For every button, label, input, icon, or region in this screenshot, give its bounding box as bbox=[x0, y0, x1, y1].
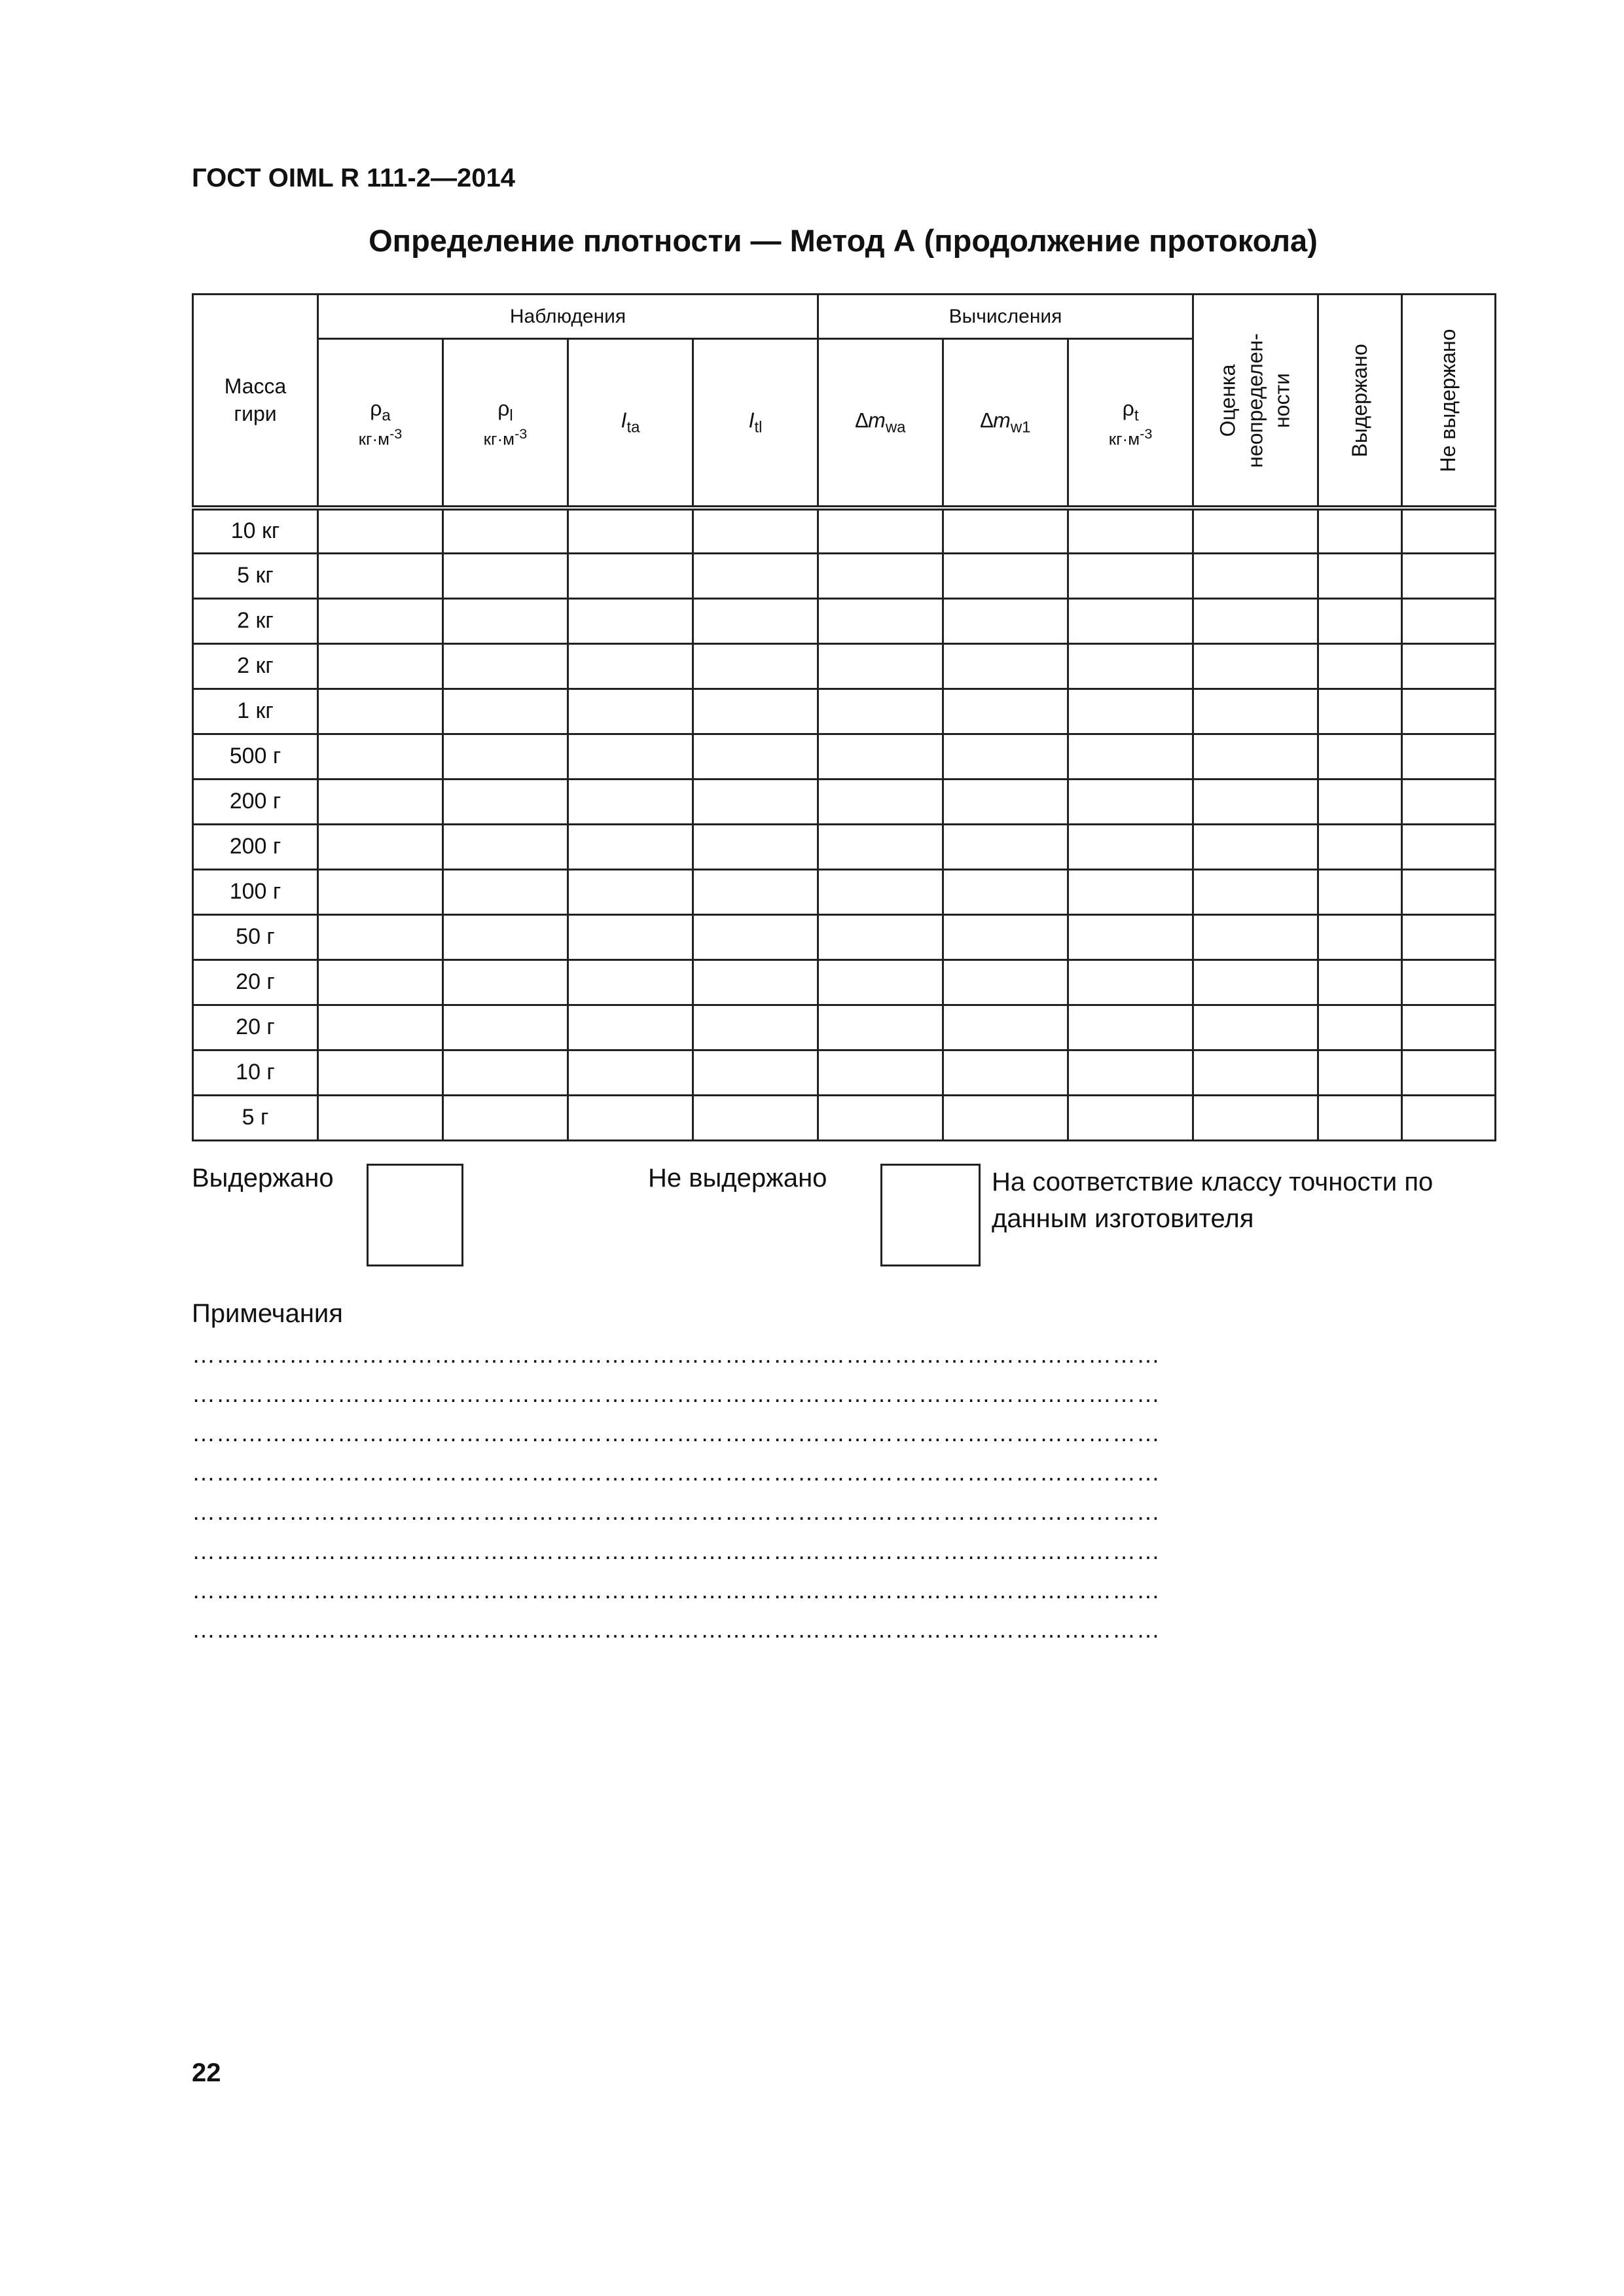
table-cell[interactable] bbox=[1402, 824, 1496, 869]
not-passed-checkbox[interactable] bbox=[880, 1164, 981, 1266]
uncertainty-header-line3: ности bbox=[1270, 372, 1294, 428]
notes-line[interactable]: ………………………………………………………………………………………………………… bbox=[192, 1537, 1161, 1564]
table-cell[interactable] bbox=[1402, 1050, 1496, 1095]
notes-line[interactable]: ………………………………………………………………………………………………………… bbox=[192, 1420, 1161, 1446]
table-cell[interactable] bbox=[1318, 508, 1402, 553]
table-cell[interactable] bbox=[943, 824, 1068, 869]
table-cell[interactable] bbox=[693, 598, 818, 643]
table-cell[interactable] bbox=[568, 1050, 693, 1095]
rho-a-column-header: $\rho_a$ $кг\cdot м^{-3}$ bbox=[318, 339, 443, 508]
table-cell[interactable] bbox=[1193, 1095, 1318, 1140]
table-cell[interactable] bbox=[1193, 643, 1318, 689]
table-row bbox=[193, 1005, 1496, 1050]
passed-header-text: Выдержано bbox=[1347, 343, 1371, 457]
table-cell[interactable] bbox=[1402, 598, 1496, 643]
table-cell[interactable] bbox=[318, 734, 443, 779]
passed-column-header bbox=[1318, 295, 1402, 509]
table-cell[interactable] bbox=[318, 689, 443, 734]
not-passed-header-text: Не выдержано bbox=[1436, 329, 1460, 472]
uncertainty-column-header bbox=[1193, 295, 1318, 509]
table-cell[interactable] bbox=[318, 508, 443, 553]
table-cell[interactable] bbox=[318, 869, 443, 914]
page-number: 22 bbox=[192, 2058, 221, 2087]
table-cell[interactable] bbox=[693, 824, 818, 869]
table-cell[interactable] bbox=[1068, 824, 1193, 869]
table-cell[interactable] bbox=[818, 598, 943, 643]
mass-row-label: 5 кг bbox=[193, 553, 318, 598]
table-cell[interactable] bbox=[1318, 960, 1402, 1005]
table-cell[interactable] bbox=[818, 508, 943, 553]
table-cell[interactable] bbox=[443, 689, 568, 734]
table-cell[interactable] bbox=[1068, 689, 1193, 734]
table-cell[interactable] bbox=[693, 960, 818, 1005]
table-cell[interactable] bbox=[568, 1005, 693, 1050]
table-cell[interactable] bbox=[943, 914, 1068, 960]
table-cell[interactable] bbox=[443, 734, 568, 779]
table-cell[interactable] bbox=[1068, 914, 1193, 960]
table-cell[interactable] bbox=[943, 1095, 1068, 1140]
table-cell[interactable] bbox=[943, 734, 1068, 779]
table-cell[interactable] bbox=[943, 779, 1068, 824]
mass-row-label: 10 кг bbox=[193, 508, 318, 553]
mass-row-label: 100 г bbox=[193, 869, 318, 914]
table-row bbox=[193, 734, 1496, 779]
table-cell[interactable] bbox=[943, 1050, 1068, 1095]
table-cell[interactable] bbox=[443, 508, 568, 553]
table-cell[interactable] bbox=[443, 553, 568, 598]
table-cell[interactable] bbox=[318, 1095, 443, 1140]
table-cell[interactable] bbox=[1193, 598, 1318, 643]
table-cell[interactable] bbox=[818, 1005, 943, 1050]
table-body bbox=[193, 508, 1496, 1140]
table-cell[interactable] bbox=[818, 1050, 943, 1095]
table-cell[interactable] bbox=[1068, 598, 1193, 643]
table-cell[interactable] bbox=[568, 869, 693, 914]
notes-label: Примечания bbox=[192, 1299, 343, 1328]
table-cell[interactable] bbox=[1193, 914, 1318, 960]
table-cell[interactable] bbox=[1318, 643, 1402, 689]
table-cell[interactable] bbox=[443, 869, 568, 914]
table-cell[interactable] bbox=[818, 689, 943, 734]
table-cell[interactable] bbox=[1068, 869, 1193, 914]
mass-row-label: 20 г bbox=[193, 1005, 318, 1050]
table-cell[interactable] bbox=[1068, 779, 1193, 824]
table-cell[interactable] bbox=[943, 643, 1068, 689]
table-cell[interactable] bbox=[443, 643, 568, 689]
table-cell[interactable] bbox=[318, 779, 443, 824]
table-cell[interactable] bbox=[1318, 689, 1402, 734]
table-cell[interactable] bbox=[943, 598, 1068, 643]
table-cell[interactable] bbox=[443, 1095, 568, 1140]
table-cell[interactable] bbox=[1402, 869, 1496, 914]
table-cell[interactable] bbox=[1318, 869, 1402, 914]
table-cell[interactable] bbox=[1193, 553, 1318, 598]
table-cell[interactable] bbox=[1402, 1095, 1496, 1140]
mass-row-label: 200 г bbox=[193, 824, 318, 869]
table-cell[interactable] bbox=[693, 643, 818, 689]
notes-line[interactable]: ………………………………………………………………………………………………………… bbox=[192, 1616, 1161, 1643]
table-cell[interactable] bbox=[568, 1095, 693, 1140]
table-cell[interactable] bbox=[568, 553, 693, 598]
table-cell[interactable] bbox=[568, 734, 693, 779]
table-cell[interactable] bbox=[1193, 779, 1318, 824]
table-cell[interactable] bbox=[443, 1050, 568, 1095]
table-cell[interactable] bbox=[1193, 960, 1318, 1005]
table-cell[interactable] bbox=[1402, 779, 1496, 824]
table-cell[interactable] bbox=[318, 960, 443, 1005]
notes-line[interactable]: ………………………………………………………………………………………………………… bbox=[192, 1498, 1161, 1525]
table-cell[interactable] bbox=[1193, 689, 1318, 734]
mass-column-header bbox=[193, 295, 318, 509]
table-cell[interactable] bbox=[568, 508, 693, 553]
table-row bbox=[193, 1095, 1496, 1140]
table-cell[interactable] bbox=[1193, 734, 1318, 779]
table-cell[interactable] bbox=[818, 779, 943, 824]
table-cell[interactable] bbox=[318, 643, 443, 689]
not-passed-label: Не выдержано bbox=[648, 1164, 827, 1193]
passed-checkbox[interactable] bbox=[367, 1164, 463, 1266]
table-cell[interactable] bbox=[443, 960, 568, 1005]
table-row bbox=[193, 1050, 1496, 1095]
table-cell[interactable] bbox=[443, 598, 568, 643]
protocol-table bbox=[192, 293, 1496, 1141]
table-cell[interactable] bbox=[568, 598, 693, 643]
page-title: Определение плотности — Метод А (продолжение протокола) bbox=[369, 223, 1318, 258]
table-row bbox=[193, 869, 1496, 914]
table-cell[interactable] bbox=[1068, 734, 1193, 779]
table-cell[interactable] bbox=[1193, 869, 1318, 914]
table-cell[interactable] bbox=[1402, 643, 1496, 689]
table-cell[interactable] bbox=[1068, 553, 1193, 598]
table-row bbox=[193, 553, 1496, 598]
table-cell[interactable] bbox=[1318, 779, 1402, 824]
table-cell[interactable] bbox=[318, 1005, 443, 1050]
table-cell[interactable] bbox=[943, 508, 1068, 553]
table-cell[interactable] bbox=[693, 869, 818, 914]
mass-row-label: 200 г bbox=[193, 779, 318, 824]
table-row bbox=[193, 689, 1496, 734]
table-cell[interactable] bbox=[318, 553, 443, 598]
table-cell[interactable] bbox=[818, 869, 943, 914]
table-row bbox=[193, 960, 1496, 1005]
table-cell[interactable] bbox=[1193, 1050, 1318, 1095]
table-row bbox=[193, 914, 1496, 960]
table-cell[interactable] bbox=[1318, 598, 1402, 643]
table-cell[interactable] bbox=[443, 1005, 568, 1050]
mass-row-label: 20 г bbox=[193, 960, 318, 1005]
table-cell[interactable] bbox=[818, 824, 943, 869]
table-row bbox=[193, 508, 1496, 553]
table-cell[interactable] bbox=[1402, 508, 1496, 553]
passed-label: Выдержано bbox=[192, 1164, 334, 1193]
mass-row-label: 50 г bbox=[193, 914, 318, 960]
table-cell[interactable] bbox=[1402, 553, 1496, 598]
table-cell[interactable] bbox=[318, 598, 443, 643]
table-cell[interactable] bbox=[818, 914, 943, 960]
table-cell[interactable] bbox=[318, 914, 443, 960]
table-cell[interactable] bbox=[568, 914, 693, 960]
table-cell[interactable] bbox=[818, 734, 943, 779]
table-cell[interactable] bbox=[1068, 1005, 1193, 1050]
table-cell[interactable] bbox=[1402, 734, 1496, 779]
table-cell[interactable] bbox=[1318, 734, 1402, 779]
table-cell[interactable] bbox=[568, 960, 693, 1005]
delta-m-wa-column-header: $\Delta m_{wa}$ bbox=[818, 339, 943, 508]
mass-header-line2: гири bbox=[234, 401, 277, 425]
table-cell[interactable] bbox=[693, 689, 818, 734]
table-cell[interactable] bbox=[693, 1005, 818, 1050]
notes-lines bbox=[192, 1335, 1494, 1649]
table-cell[interactable] bbox=[318, 824, 443, 869]
table-cell[interactable] bbox=[818, 960, 943, 1005]
table-cell[interactable] bbox=[693, 1095, 818, 1140]
table-row bbox=[193, 824, 1496, 869]
table-cell[interactable] bbox=[568, 643, 693, 689]
table-cell[interactable] bbox=[568, 824, 693, 869]
table-cell[interactable] bbox=[443, 824, 568, 869]
table-cell[interactable] bbox=[943, 689, 1068, 734]
table-cell[interactable] bbox=[1402, 689, 1496, 734]
table-cell[interactable] bbox=[1068, 960, 1193, 1005]
table-cell[interactable] bbox=[693, 734, 818, 779]
delta-m-w1-column-header: $\Delta m_{w1}$ bbox=[943, 339, 1068, 508]
table-cell[interactable] bbox=[943, 553, 1068, 598]
uncertainty-header-line2: неопределен- bbox=[1243, 332, 1267, 468]
table-cell[interactable] bbox=[1068, 1050, 1193, 1095]
table-cell[interactable] bbox=[1193, 508, 1318, 553]
calculations-group-header: Вычисления bbox=[818, 295, 1193, 339]
table-cell[interactable] bbox=[693, 779, 818, 824]
table-cell[interactable] bbox=[1318, 553, 1402, 598]
mass-row-label: 1 кг bbox=[193, 689, 318, 734]
table-cell[interactable] bbox=[568, 779, 693, 824]
table-cell[interactable] bbox=[443, 914, 568, 960]
table-cell[interactable] bbox=[1402, 1005, 1496, 1050]
table-cell[interactable] bbox=[818, 1095, 943, 1140]
mass-row-label: 2 кг bbox=[193, 598, 318, 643]
document-code: ГОСТ OIML R 111-2—2014 bbox=[192, 164, 515, 192]
table-cell[interactable] bbox=[1318, 1095, 1402, 1140]
table-cell[interactable] bbox=[1068, 508, 1193, 553]
table-cell[interactable] bbox=[1068, 643, 1193, 689]
table-cell[interactable] bbox=[1402, 914, 1496, 960]
table-cell[interactable] bbox=[318, 1050, 443, 1095]
table-cell[interactable] bbox=[693, 553, 818, 598]
accuracy-class-note: На соответствие классу точности по данным изготовителя bbox=[992, 1168, 1434, 1233]
table-cell[interactable] bbox=[693, 914, 818, 960]
table-cell[interactable] bbox=[693, 1050, 818, 1095]
table-cell[interactable] bbox=[943, 869, 1068, 914]
table-cell[interactable] bbox=[1068, 1095, 1193, 1140]
table-cell[interactable] bbox=[818, 643, 943, 689]
table-row bbox=[193, 598, 1496, 643]
uncertainty-header-line1: Оценка bbox=[1216, 364, 1240, 437]
mass-row-label: 2 кг bbox=[193, 643, 318, 689]
notes-line[interactable]: ………………………………………………………………………………………………………… bbox=[192, 1380, 1161, 1407]
table-row bbox=[193, 779, 1496, 824]
table-cell[interactable] bbox=[693, 508, 818, 553]
mass-row-label: 10 г bbox=[193, 1050, 318, 1095]
mass-row-label: 500 г bbox=[193, 734, 318, 779]
table-cell[interactable] bbox=[1193, 824, 1318, 869]
notes-line[interactable]: ………………………………………………………………………………………………………… bbox=[192, 1459, 1161, 1486]
rho-l-column-header: $\rho_l$ $кг\cdot м^{-3}$ bbox=[443, 339, 568, 508]
table-cell[interactable] bbox=[1318, 824, 1402, 869]
table-row bbox=[193, 643, 1496, 689]
table-cell[interactable] bbox=[1318, 1005, 1402, 1050]
i-tl-column-header: $I_{tl}$ bbox=[693, 339, 818, 508]
notes-line[interactable]: ………………………………………………………………………………………………………… bbox=[192, 1341, 1161, 1368]
table-cell[interactable] bbox=[443, 779, 568, 824]
observations-group-header: Наблюдения bbox=[318, 295, 818, 339]
table-cell[interactable] bbox=[818, 553, 943, 598]
mass-row-label: 5 г bbox=[193, 1095, 318, 1140]
notes-line[interactable]: ………………………………………………………………………………………………………… bbox=[192, 1577, 1161, 1604]
table-cell[interactable] bbox=[943, 1005, 1068, 1050]
table-cell[interactable] bbox=[1193, 1005, 1318, 1050]
table-cell[interactable] bbox=[943, 960, 1068, 1005]
table-cell[interactable] bbox=[1318, 914, 1402, 960]
rho-t-column-header: $\rho_t$ $кг\cdot м^{-3}$ bbox=[1068, 339, 1193, 508]
table-cell[interactable] bbox=[1318, 1050, 1402, 1095]
table-cell[interactable] bbox=[568, 689, 693, 734]
table-cell[interactable] bbox=[1402, 960, 1496, 1005]
mass-header-line1: Масса bbox=[224, 374, 287, 398]
i-ta-column-header: $I_{ta}$ bbox=[568, 339, 693, 508]
not-passed-column-header bbox=[1402, 295, 1496, 509]
